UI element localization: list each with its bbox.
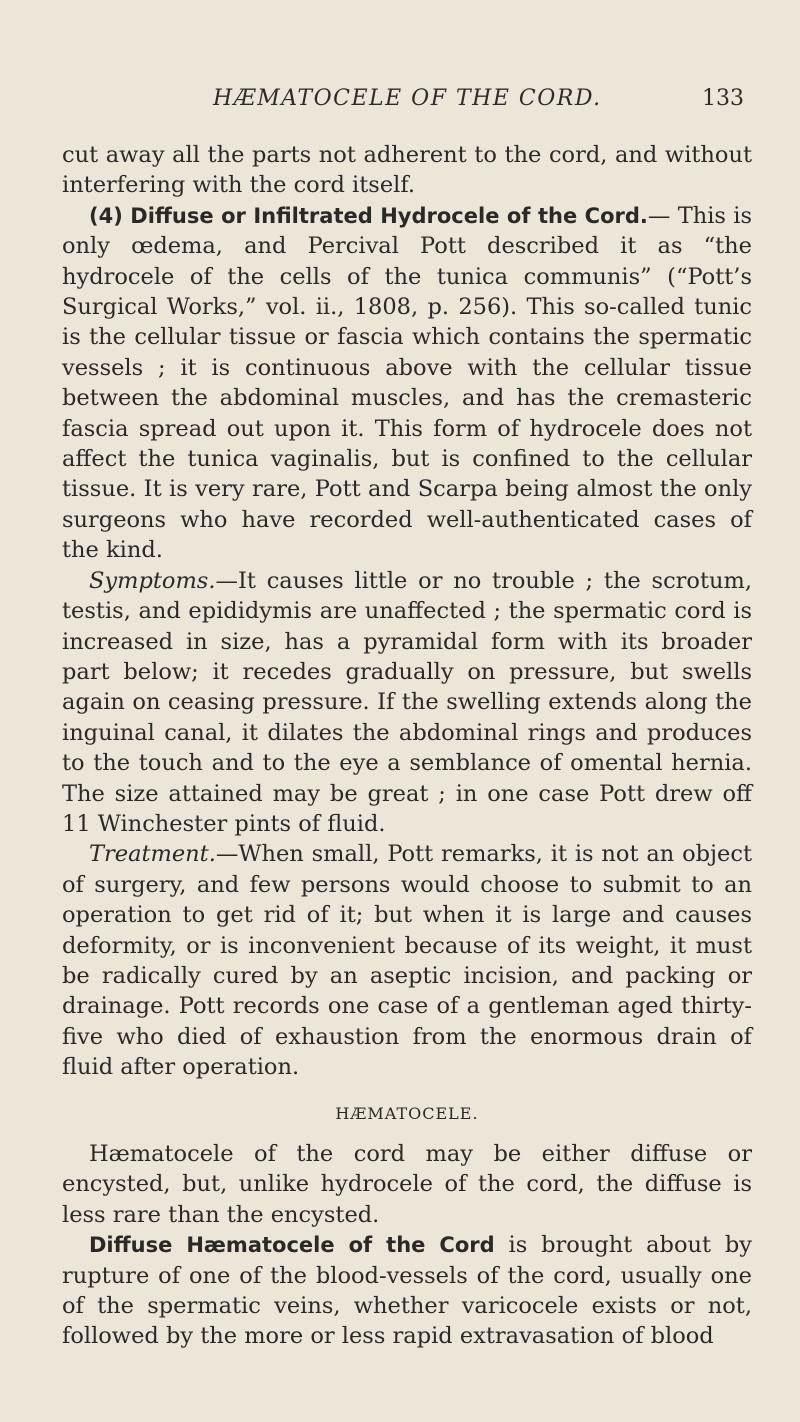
- paragraph-diffuse-haematocele: [62, 1230, 752, 1352]
- subsection-lead: Symptoms.: [89, 567, 216, 594]
- page-number: 133: [702, 86, 744, 111]
- paragraph-symptoms: [62, 566, 752, 840]
- section-heading: HÆMATOCELE.: [335, 1103, 479, 1123]
- paragraph-treatment: [62, 839, 752, 1082]
- page-header: [0, 86, 800, 120]
- subsection-lead: Treatment.: [89, 841, 216, 868]
- section-lead: (4) Diffuse or Infiltrated Hydrocele of the Cord.: [89, 203, 648, 228]
- paragraph-diffuse-hydrocele: [62, 201, 752, 566]
- paragraph-continuation: [62, 140, 752, 201]
- body-text: [62, 140, 752, 1352]
- paragraph-text: is brought about by rupture of one of the blood-vessels of the cord, usually one of the spermatic veins, whether varicocele exists or not, followed by the more or less rapid extravasation of blood: [62, 1232, 752, 1350]
- paragraph-text: Hæmatocele of the cord may be either diffuse or encysted, but, unlike hydrocele of the cord, the diffuse is less rare than the encysted.: [62, 1141, 752, 1228]
- paragraph-text: — This is only œdema, and Percival Pott described it as “the hydrocele of the cells of the tunica communis” (“Pott’s Surgical Works,” vol. ii., 1808, p. 256). This so-called tunic is the cellular tissue or fascia which contains the spermatic vessels ; it is continuous above with the cellular tissue between the abdominal muscles, and has the cremasteric fascia spread out upon it. This form of hydrocele does not affect the tunica vaginalis, but is confined to the cellular tissue. It is very rare, Pott and Scarpa being almost the only surgeons who have recorded well-authenticated cases of the kind.: [62, 202, 752, 564]
- paragraph-text: —It causes little or no trouble ; the scrotum, testis, and epididymis are unaffected ; the spermatic cord is increased in size, has a pyramidal form with its broader part below; it recedes gradually on pressure, but swells again on ceasing pressure. If the swelling extends along the inguinal canal, it dilates the abdominal rings and produces to the touch and to the eye a semblance of omental hernia. The size attained may be great ; in one case Pott drew off 11 Winchester pints of fluid.: [62, 567, 752, 837]
- running-title: HÆMATOCELE OF THE CORD.: [213, 86, 602, 111]
- paragraph-text: cut away all the parts not adherent to the cord, and without interfering with the cord itself.: [62, 142, 752, 199]
- paragraph-haematocele-intro: [62, 1139, 752, 1230]
- section-lead: Diffuse Hæmatocele of the Cord: [89, 1233, 495, 1258]
- paragraph-text: —When small, Pott remarks, it is not an object of surgery, and few persons would choose to submit to an operation to get rid of it; but when it is large and causes deformity, or is inconvenient because of its weight, it must be radically cured by an aseptic incision, and packing or drainage. Pott records one case of a gentleman aged thirty-five who died of exhaustion from the enormous drain of fluid after operation.: [62, 841, 752, 1081]
